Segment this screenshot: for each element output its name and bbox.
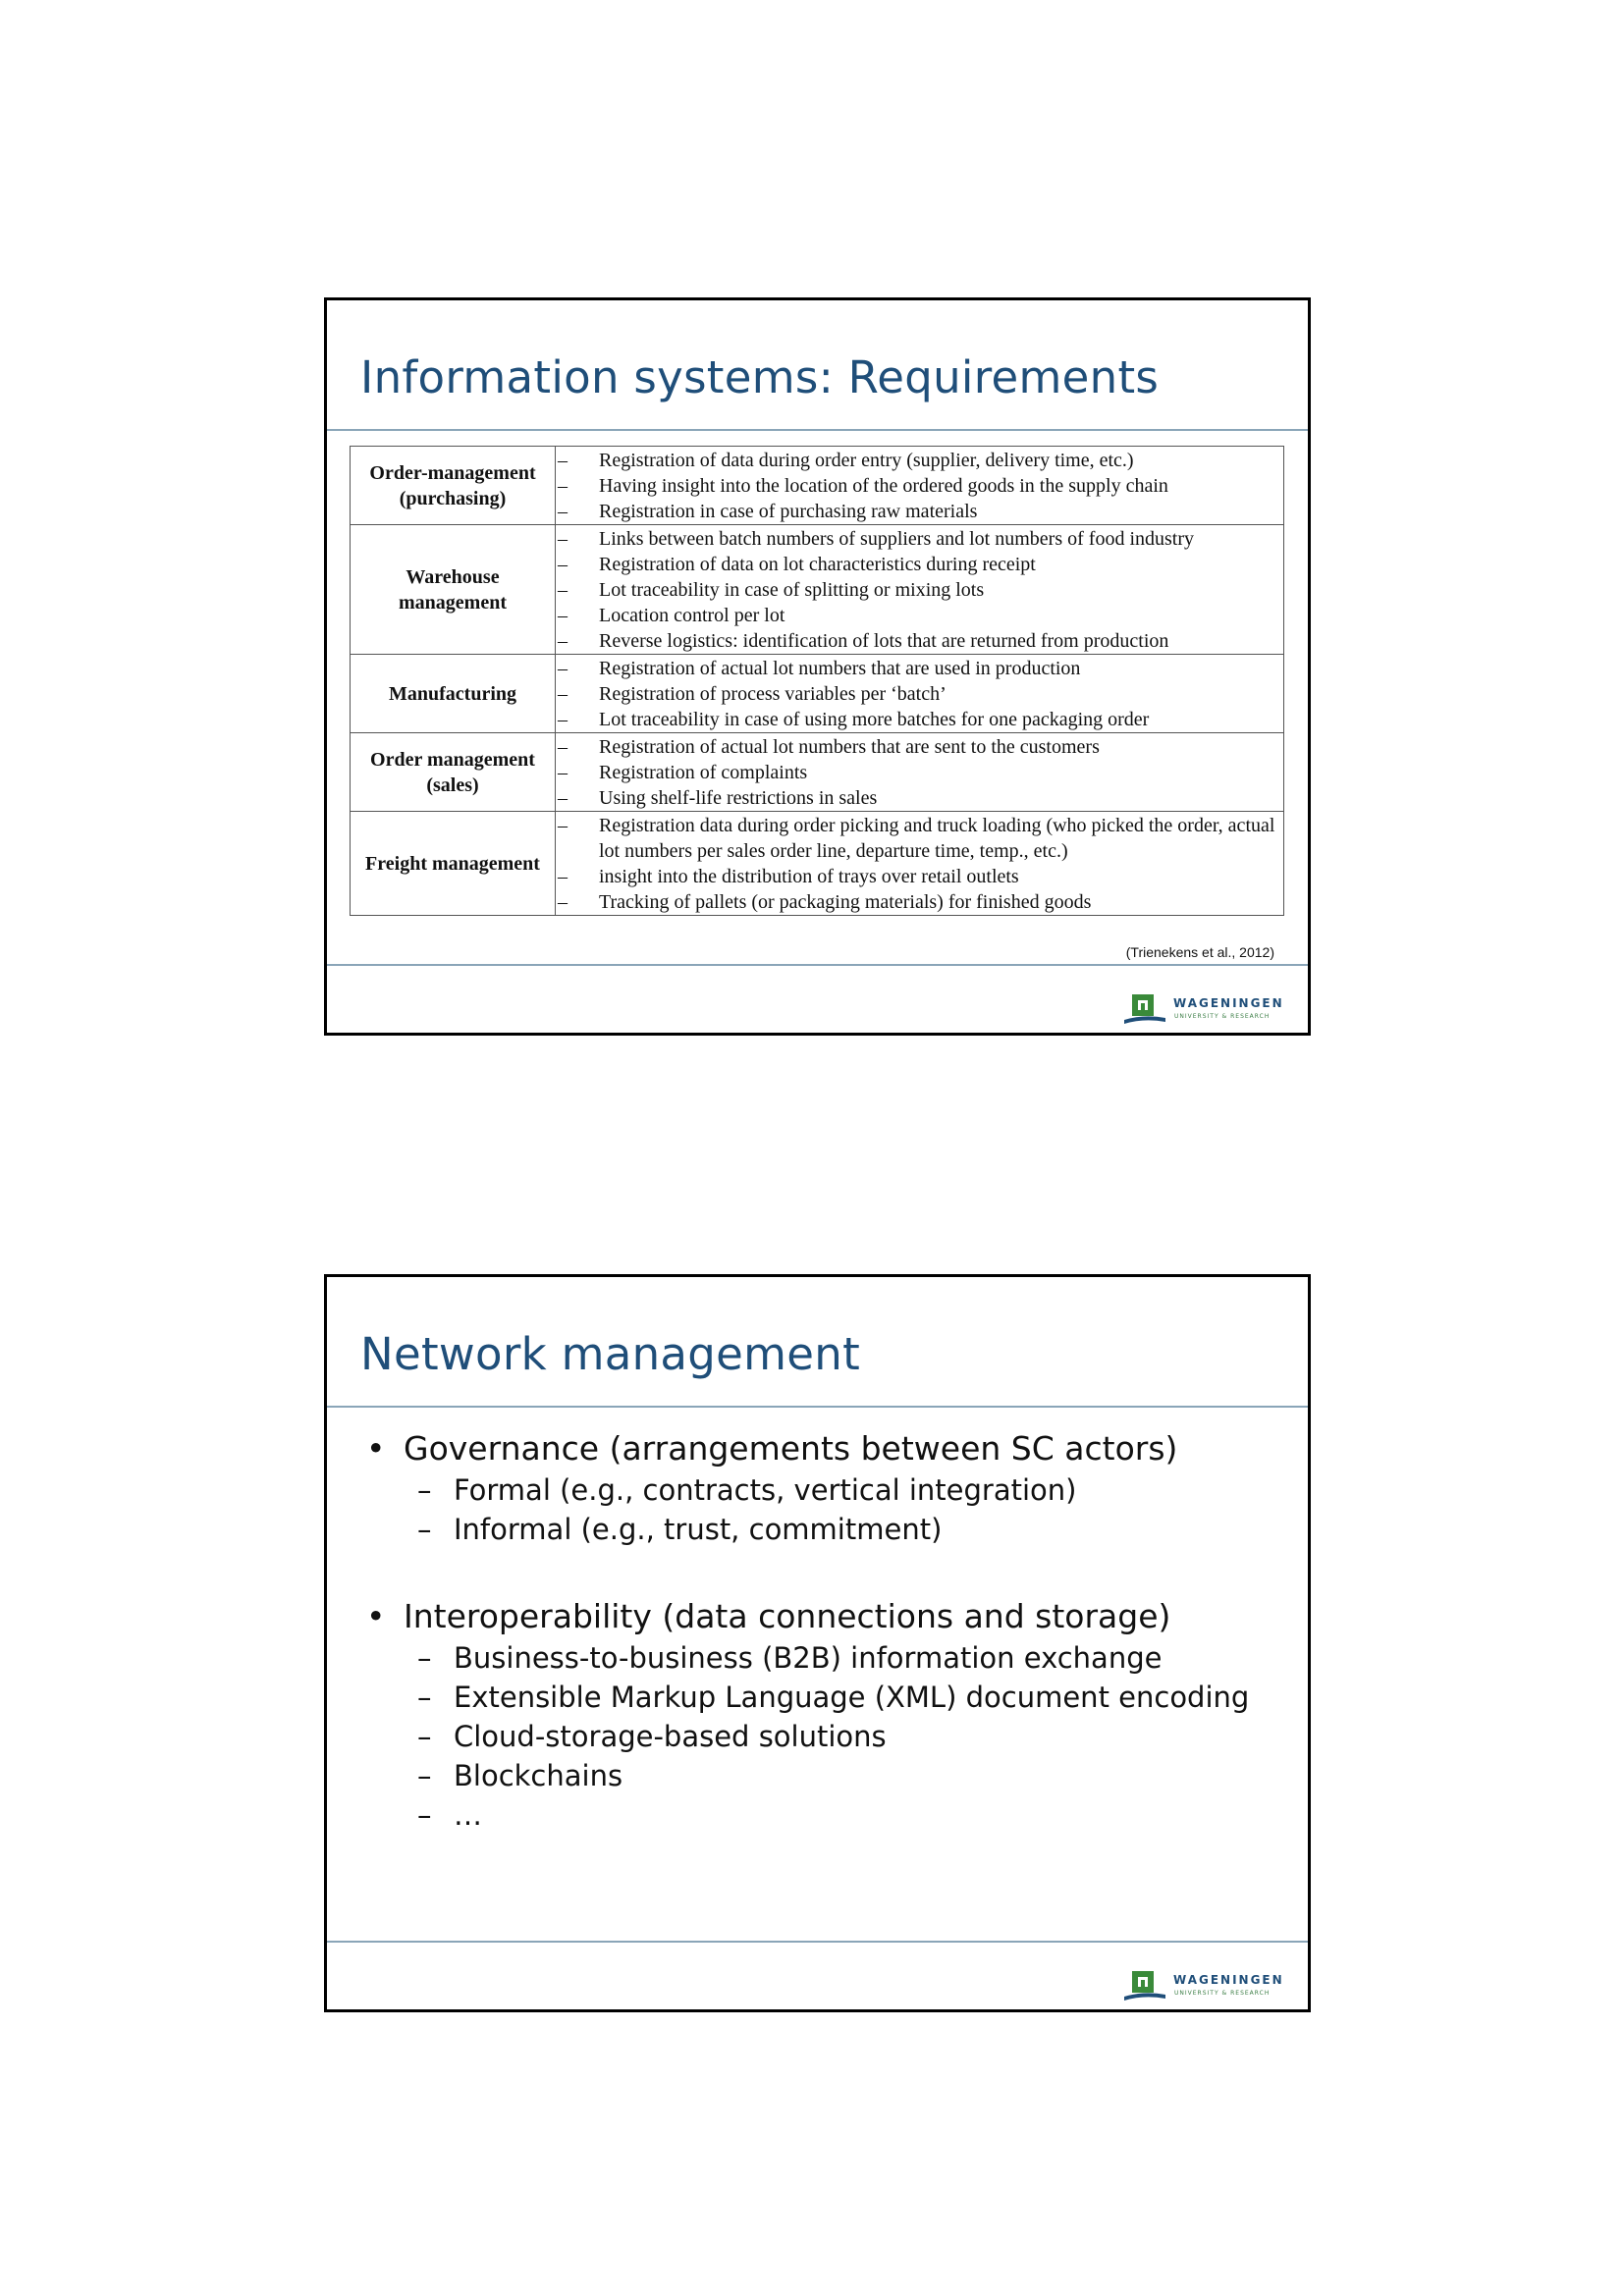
requirements-cell bbox=[556, 525, 1284, 655]
logo-subtitle: UNIVERSITY & RESEARCH bbox=[1174, 1013, 1271, 1020]
requirement-item bbox=[558, 760, 1283, 785]
sub-bullet-item bbox=[366, 1470, 1249, 1510]
sub-bullet-item bbox=[366, 1795, 1249, 1835]
requirement-text: Registration of actual lot numbers that are sent to the customers bbox=[599, 736, 1100, 758]
sub-bullet-text: Extensible Markup Language (XML) document encoding bbox=[454, 1681, 1250, 1714]
logo-wordmark: WAGENINGEN bbox=[1173, 996, 1284, 1010]
requirement-text: Registration of data during order entry (supplier, delivery time, etc.) bbox=[599, 450, 1134, 471]
sub-bullet-item bbox=[366, 1678, 1249, 1717]
requirements-cell bbox=[556, 733, 1284, 812]
requirements-cell bbox=[556, 812, 1284, 916]
requirement-item bbox=[558, 448, 1283, 473]
bullet-icon: • bbox=[366, 1597, 386, 1635]
bullet-text: Governance (arrangements between SC actors) bbox=[404, 1429, 1178, 1468]
slide-information-systems bbox=[324, 297, 1311, 1036]
requirements-cell bbox=[556, 447, 1284, 525]
requirement-item bbox=[558, 681, 1283, 707]
requirement-text: Registration data during order picking and truck loading (who picked the order, actual lot numbers per sales order line, departure time, temp., etc.) bbox=[599, 815, 1275, 862]
dash-marker: – bbox=[558, 815, 568, 836]
requirement-text: Location control per lot bbox=[599, 605, 785, 626]
sub-bullet-text: Formal (e.g., contracts, vertical integration) bbox=[454, 1473, 1077, 1507]
requirement-text: Registration of actual lot numbers that are used in production bbox=[599, 658, 1081, 679]
requirement-item bbox=[558, 707, 1283, 732]
category-cell: Freight management bbox=[351, 812, 556, 916]
requirement-item bbox=[558, 526, 1283, 552]
table-row bbox=[351, 812, 1284, 916]
dash-marker: – bbox=[558, 787, 568, 809]
sub-bullet-text: Business-to-business (B2B) information exchange bbox=[454, 1641, 1163, 1675]
requirement-item bbox=[558, 603, 1283, 628]
wur-emblem-icon bbox=[1124, 992, 1169, 1026]
requirement-text: Having insight into the location of the ordered goods in the supply chain bbox=[599, 475, 1168, 497]
dash-marker: – bbox=[558, 475, 568, 497]
requirements-table bbox=[350, 446, 1284, 916]
bullet-icon: • bbox=[366, 1429, 386, 1468]
slide-network-management bbox=[324, 1274, 1311, 2012]
dash-marker: – bbox=[558, 866, 568, 887]
wageningen-logo bbox=[1124, 992, 1296, 1026]
dash-marker: – bbox=[558, 554, 568, 575]
dash-marker: – bbox=[558, 630, 568, 652]
requirement-item bbox=[558, 577, 1283, 603]
table-row bbox=[351, 447, 1284, 525]
dash-marker: – bbox=[417, 1513, 432, 1546]
requirement-text: Using shelf-life restrictions in sales bbox=[599, 787, 878, 809]
requirement-text: Registration of process variables per ‘batch’ bbox=[599, 683, 947, 705]
requirement-item bbox=[558, 734, 1283, 760]
title-divider bbox=[327, 1406, 1308, 1408]
citation: (Trienekens et al., 2012) bbox=[1125, 944, 1274, 960]
requirement-text: Reverse logistics: identification of lots that are returned from production bbox=[599, 630, 1169, 652]
logo-subtitle: UNIVERSITY & RESEARCH bbox=[1174, 1990, 1271, 1997]
dash-marker: – bbox=[558, 605, 568, 626]
dash-marker: – bbox=[558, 683, 568, 705]
requirement-text: Lot traceability in case of splitting or mixing lots bbox=[599, 579, 985, 601]
dash-marker: – bbox=[417, 1759, 432, 1792]
requirement-item bbox=[558, 785, 1283, 811]
dash-marker: – bbox=[417, 1641, 432, 1675]
section-gap bbox=[366, 1549, 1249, 1595]
table-row bbox=[351, 655, 1284, 733]
requirement-item bbox=[558, 552, 1283, 577]
category-cell: Order management (sales) bbox=[351, 733, 556, 812]
category-cell: Warehouse management bbox=[351, 525, 556, 655]
requirement-item bbox=[558, 656, 1283, 681]
requirements-cell bbox=[556, 655, 1284, 733]
sub-bullet-text: Blockchains bbox=[454, 1759, 623, 1792]
requirement-text: Lot traceability in case of using more batches for one packaging order bbox=[599, 709, 1150, 730]
sub-bullet-text: Informal (e.g., trust, commitment) bbox=[454, 1513, 943, 1546]
bullet-list bbox=[366, 1427, 1249, 1835]
sub-bullet-item bbox=[366, 1756, 1249, 1795]
footer-divider bbox=[327, 964, 1308, 966]
dash-marker: – bbox=[558, 579, 568, 601]
requirement-item bbox=[558, 864, 1283, 889]
dash-marker: – bbox=[417, 1798, 432, 1832]
requirement-text: Links between batch numbers of suppliers and lot numbers of food industry bbox=[599, 528, 1194, 550]
requirement-item bbox=[558, 889, 1283, 915]
table-row bbox=[351, 525, 1284, 655]
wur-emblem-icon bbox=[1124, 1969, 1169, 2002]
requirement-item bbox=[558, 499, 1283, 524]
logo-wordmark: WAGENINGEN bbox=[1173, 1973, 1284, 1987]
requirement-text: Tracking of pallets (or packaging materials) for finished goods bbox=[599, 891, 1092, 913]
requirement-text: Registration in case of purchasing raw materials bbox=[599, 501, 978, 522]
category-cell: Manufacturing bbox=[351, 655, 556, 733]
requirement-text: Registration of complaints bbox=[599, 762, 808, 783]
requirement-item bbox=[558, 473, 1283, 499]
bullet-item bbox=[366, 1427, 1249, 1470]
slide-title: Network management bbox=[360, 1328, 861, 1380]
dash-marker: – bbox=[558, 762, 568, 783]
wageningen-logo bbox=[1124, 1969, 1296, 2002]
sub-bullet-text: … bbox=[454, 1798, 482, 1832]
dash-marker: – bbox=[417, 1720, 432, 1753]
dash-marker: – bbox=[558, 658, 568, 679]
table-row bbox=[351, 733, 1284, 812]
dash-marker: – bbox=[558, 501, 568, 522]
requirement-item bbox=[558, 628, 1283, 654]
title-divider bbox=[327, 429, 1308, 431]
footer-divider bbox=[327, 1941, 1308, 1943]
dash-marker: – bbox=[558, 450, 568, 471]
dash-marker: – bbox=[417, 1473, 432, 1507]
sub-bullet-text: Cloud-storage-based solutions bbox=[454, 1720, 887, 1753]
requirement-item bbox=[558, 813, 1283, 864]
category-cell: Order-management (purchasing) bbox=[351, 447, 556, 525]
dash-marker: – bbox=[558, 528, 568, 550]
sub-bullet-item bbox=[366, 1638, 1249, 1678]
requirement-text: insight into the distribution of trays over retail outlets bbox=[599, 866, 1019, 887]
sub-bullet-item bbox=[366, 1717, 1249, 1756]
sub-bullet-item bbox=[366, 1510, 1249, 1549]
slide-title: Information systems: Requirements bbox=[360, 351, 1160, 403]
dash-marker: – bbox=[417, 1681, 432, 1714]
bullet-text: Interoperability (data connections and storage) bbox=[404, 1597, 1171, 1635]
dash-marker: – bbox=[558, 709, 568, 730]
dash-marker: – bbox=[558, 891, 568, 913]
dash-marker: – bbox=[558, 736, 568, 758]
requirement-text: Registration of data on lot characteristics during receipt bbox=[599, 554, 1036, 575]
bullet-item bbox=[366, 1595, 1249, 1638]
